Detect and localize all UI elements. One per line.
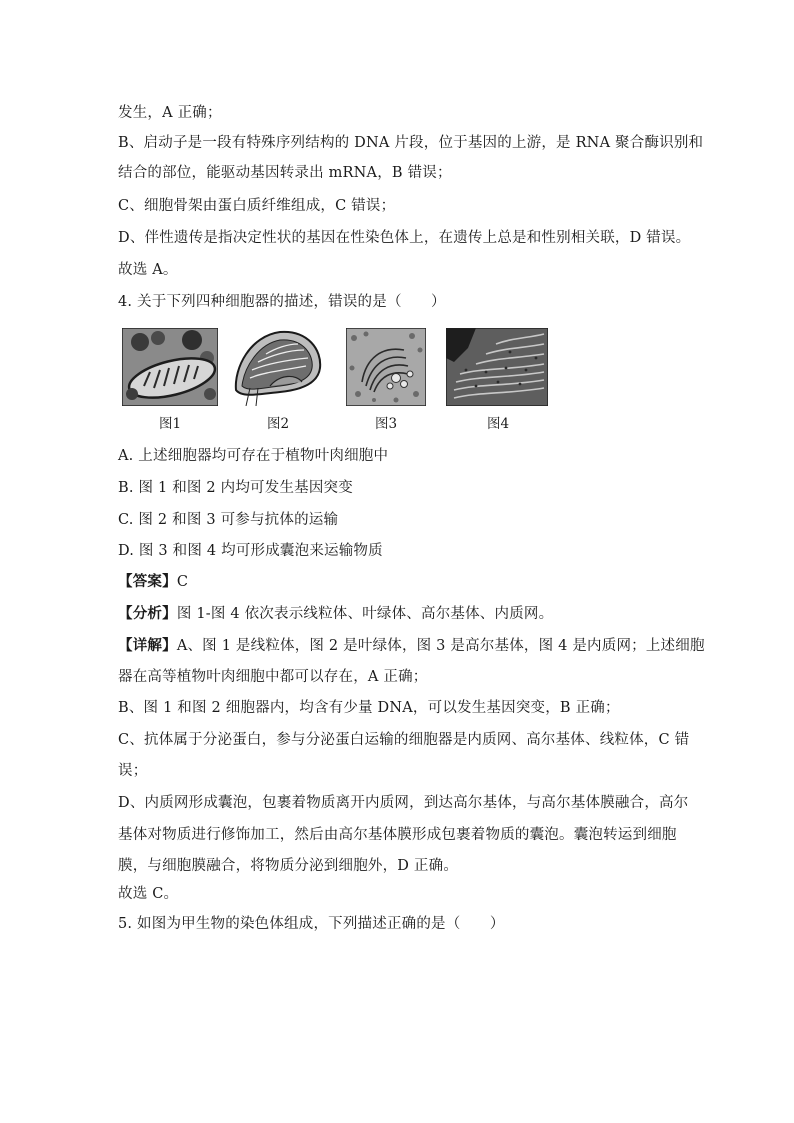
text-line: D、伴性遗传是指决定性状的基因在性染色体上，在遗传上总是和性别相关联，D 错误。 [118, 230, 691, 246]
figure-3-caption: 图3 [374, 416, 398, 432]
text-line: C、细胞骨架由蛋白质纤维组成，C 错误； [118, 198, 396, 214]
answer-value: C [176, 574, 189, 590]
text-line: 发生，A 正确； [118, 105, 222, 121]
text-line: D、内质网形成囊泡，包裹着物质离开内质网，到达高尔基体，与高尔基体膜融合，高尔 [118, 795, 689, 811]
detail-line [118, 636, 705, 656]
text-line: 膜，与细胞膜融合，将物质分泌到细胞外，D 正确。 [118, 858, 459, 874]
detail-label: 【详解】 [118, 637, 177, 654]
figure-4-endoplasmic-reticulum [446, 328, 548, 406]
text-line: C、抗体属于分泌蛋白，参与分泌蛋白运输的细胞器是内质网、高尔基体、线粒体，C 错 [118, 732, 690, 748]
answer-line [118, 572, 188, 592]
question-4-stem: 4. 关于下列四种细胞器的描述，错误的是（ ） [118, 294, 446, 310]
text-line: B、启动子是一段有特殊序列结构的 DNA 片段，位于基因的上游，是 RNA 聚合酶识别和 [118, 135, 704, 151]
option-b: B. 图 1 和图 2 内均可发生基因突变 [118, 480, 353, 496]
figure-4-caption: 图4 [486, 416, 510, 432]
organelle-figures [122, 328, 562, 438]
text-line: 器在高等植物叶肉细胞中都可以存在，A 正确； [118, 669, 428, 685]
figure-2-caption: 图2 [266, 416, 290, 432]
analysis-text: 图 1-图 4 依次表示线粒体、叶绿体、高尔基体、内质网。 [176, 606, 554, 622]
option-a: A. 上述细胞器均可存在于植物叶肉细胞中 [118, 448, 389, 464]
question-5-stem: 5. 如图为甲生物的染色体组成，下列描述正确的是（ ） [118, 916, 505, 932]
analysis-label: 【分析】 [118, 605, 177, 622]
figure-1-mitochondrion [122, 328, 218, 406]
text-line: 故选 A。 [118, 262, 178, 278]
detail-text: A、图 1 是线粒体，图 2 是叶绿体，图 3 是高尔基体，图 4 是内质网；上述细胞 [176, 638, 705, 654]
text-line: 误； [118, 763, 148, 779]
figure-2-chloroplast [230, 328, 326, 406]
option-d: D. 图 3 和图 4 均可形成囊泡来运输物质 [118, 543, 383, 559]
text-line: 故选 C。 [118, 886, 179, 902]
option-c: C. 图 2 和图 3 可参与抗体的运输 [118, 512, 339, 528]
answer-label: 【答案】 [118, 573, 177, 590]
analysis-line [118, 604, 553, 624]
figure-1-caption: 图1 [158, 416, 182, 432]
text-line: 结合的部位，能驱动基因转录出 mRNA，B 错误； [118, 165, 452, 181]
text-line: B、图 1 和图 2 细胞器内，均含有少量 DNA，可以发生基因突变，B 正确； [118, 700, 620, 716]
text-line: 基体对物质进行修饰加工，然后由高尔基体膜形成包裹着物质的囊泡。囊泡转运到细胞 [118, 827, 677, 843]
figure-3-golgi [346, 328, 426, 406]
